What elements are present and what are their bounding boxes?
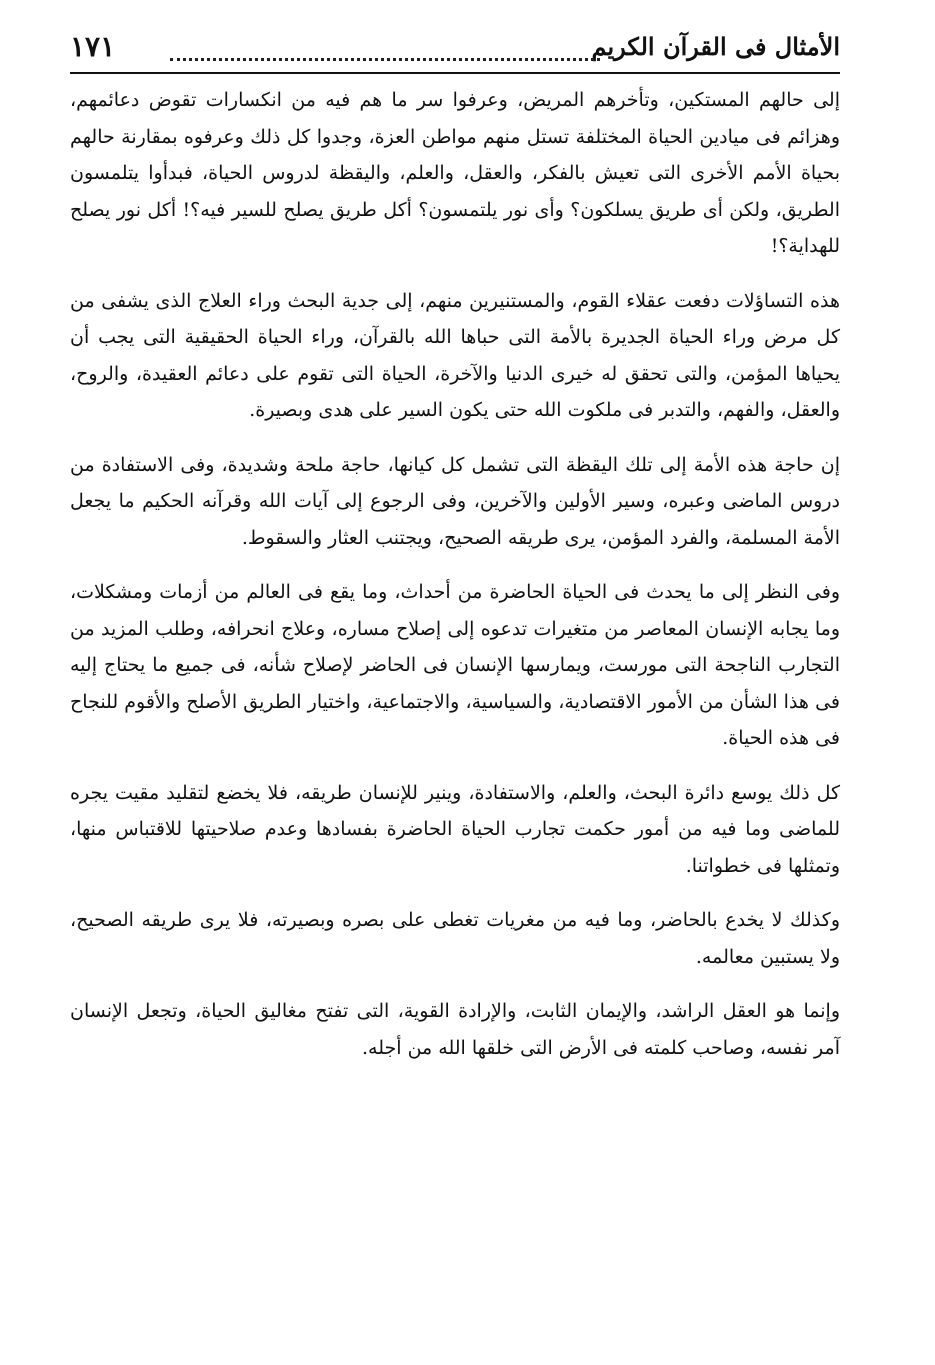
header-dotted-leader: [170, 58, 600, 61]
paragraph: وكذلك لا يخدع بالحاضر، وما فيه من مغريات تغطى على بصره وبصيرته، فلا يرى طريقه الصحيح، ولا يستبين معالمه.: [70, 909, 841, 968]
book-page: [70, 22, 840, 1342]
book-title: الأمثال فى القرآن الكريم: [591, 32, 840, 61]
page-number: ١٧١: [70, 30, 116, 63]
paragraph: وإنما هو العقل الراشد، والإيمان الثابت، والإرادة القوية، التى تفتح مغاليق الحياة، وتجعل الإنسان آمر نفسه، وصاحب كلمته فى الأرض التى خلقها الله من أجله.: [70, 1000, 840, 1059]
running-header: [70, 22, 840, 74]
paragraph: إن حاجة هذه الأمة إلى تلك اليقظة التى تشمل كل كيانها، حاجة ملحة وشديدة، وفى الاستفادة من دروس الماضى وعبره، وسير الأولين والآخرين، وفى الرجوع إلى آيات الله وقرآنه الحكيم ما يجعل الأمة المسلمة، والفرد المؤمن، يرى طريقه الصحيح، ويجتنب العثار والسقوط.: [70, 453, 840, 549]
paragraph: وفى النظر إلى ما يحدث فى الحياة الحاضرة من أحداث، وما يقع فى العالم من أزمات ومشكلات، وما يجابه الإنسان المعاصر من متغيرات تدعوه إلى إصلاح مساره، وعلاج انحرافه، وطلب المزيد من التجارب الناجحة التى مورست، ويمارسها الإنسان فى الحاضر لإصلاح شأنه، فى جميع ما يحتاج إليه فى هذا الشأن من الأمور الاقتصادية، والسياسية، والاجتماعية، واختيار الطريق الأصلح والأقوم للنجاح فى هذه الحياة.: [70, 581, 840, 749]
page-body: [70, 82, 840, 1066]
paragraph: إلى حالهم المستكين، وتأخرهم المريض، وعرفوا سر ما هم فيه من انكسارات تقوض دعائمهم، وهزائم فى ميادين الحياة المختلفة تستل منهم مواطن العزة، وجدوا كل ذلك وعرفوه بمقارنة حالهم بحياة الأمم الأخرى التى تعيش بالفكر، والعقل، والعلم، واليقظة لدروس الحياة، فبدأوا يتلمسون الطريق، ولكن أى طريق يسلكون؟ وأى نور يلتمسون؟ أكل طريق يصلح للسير فيه؟! أكل نور يصلح للهداية؟!: [70, 89, 840, 257]
paragraph: هذه التساؤلات دفعت عقلاء القوم، والمستنيرين منهم، إلى جدية البحث وراء العلاج الذى يشفى من كل مرض وراء الحياة الجديرة بالأمة التى حباها الله بالقرآن، وراء الحياة الحقيقية التى يجب أن يحياها المؤمن، والتى تحقق له خيرى الدنيا والآخرة، الحياة التى تقوم على دعائم العقيدة، والروح، والعقل، والفهم، والتدبر فى ملكوت الله حتى يكون السير على هدى وبصيرة.: [70, 289, 840, 421]
paragraph: كل ذلك يوسع دائرة البحث، والعلم، والاستفادة، وينير للإنسان طريقه، فلا يخضع لتقليد مقيت يجره للماضى وما فيه من أمور حكمت تجارب الحياة الحاضرة بفسادها وعدم صلاحيتها للاقتباس منها، وتمثلها فى خطواتنا.: [70, 781, 840, 877]
